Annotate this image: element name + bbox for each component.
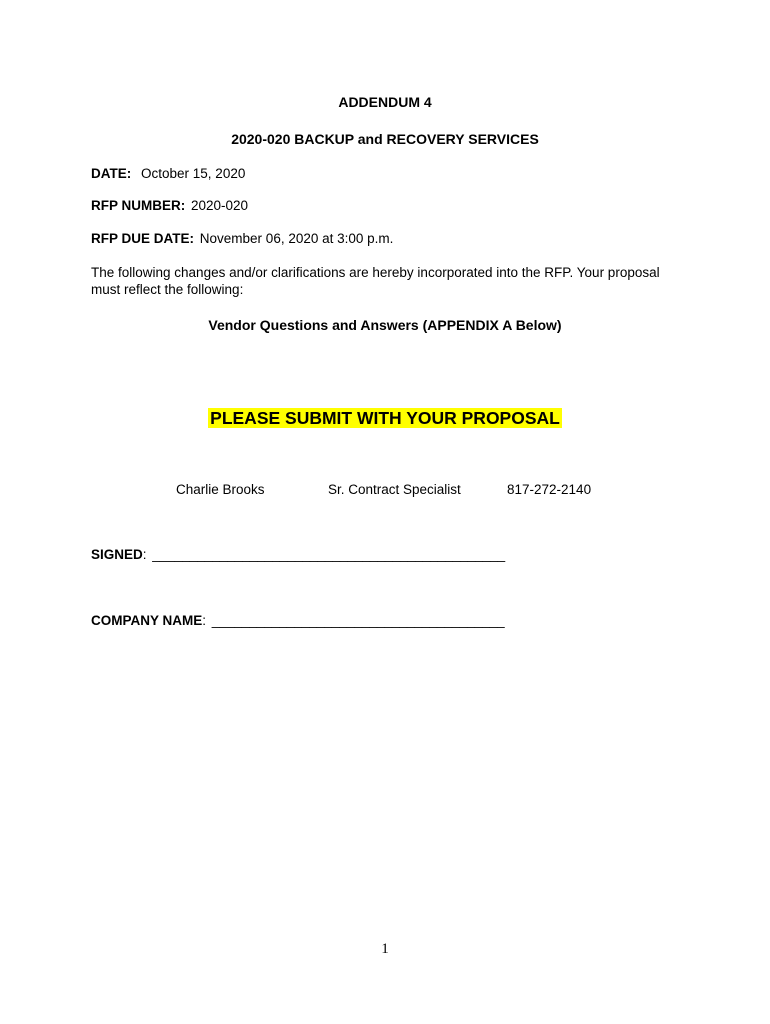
- page-number: 1: [381, 941, 389, 957]
- rfp-number-line: [91, 198, 248, 213]
- rfp-number-label: RFP NUMBER:: [91, 198, 186, 213]
- company-name-label: COMPANY NAME: [91, 613, 203, 628]
- rfp-title: 2020-020 BACKUP and RECOVERY SERVICES: [231, 131, 539, 147]
- rfp-number-value: 2020-020: [191, 198, 249, 213]
- company-name-line: [91, 613, 505, 628]
- intro-paragraph: The following changes and/or clarifications are hereby incorporated into the RFP. Your proposal must reflect the following:: [91, 265, 660, 297]
- date-line: [91, 166, 245, 181]
- contact-title: Sr. Contract Specialist: [328, 482, 461, 497]
- rfp-due-date-label: RFP DUE DATE:: [91, 231, 195, 246]
- signed-colon: :: [142, 547, 147, 562]
- signed-label: SIGNED: [91, 547, 143, 562]
- contact-name: Charlie Brooks: [176, 482, 265, 497]
- signed-line: [91, 547, 505, 562]
- rfp-due-date-line: [91, 231, 393, 246]
- contact-phone: 817-272-2140: [507, 482, 592, 497]
- section-title: Vendor Questions and Answers (APPENDIX A Below): [208, 317, 562, 333]
- company-name-colon: :: [202, 613, 207, 628]
- notice-wrapper: [0, 408, 770, 429]
- submit-notice: PLEASE SUBMIT WITH YOUR PROPOSAL: [210, 408, 560, 428]
- rfp-due-date-value: November 06, 2020 at 3:00 p.m.: [199, 231, 394, 246]
- date-value: October 15, 2020: [141, 166, 246, 181]
- company-name-blank[interactable]: _______________________________________: [211, 613, 505, 628]
- addendum-heading: ADDENDUM 4: [338, 94, 432, 110]
- signed-blank[interactable]: _______________________________________________: [152, 547, 506, 562]
- date-label: DATE:: [91, 166, 132, 181]
